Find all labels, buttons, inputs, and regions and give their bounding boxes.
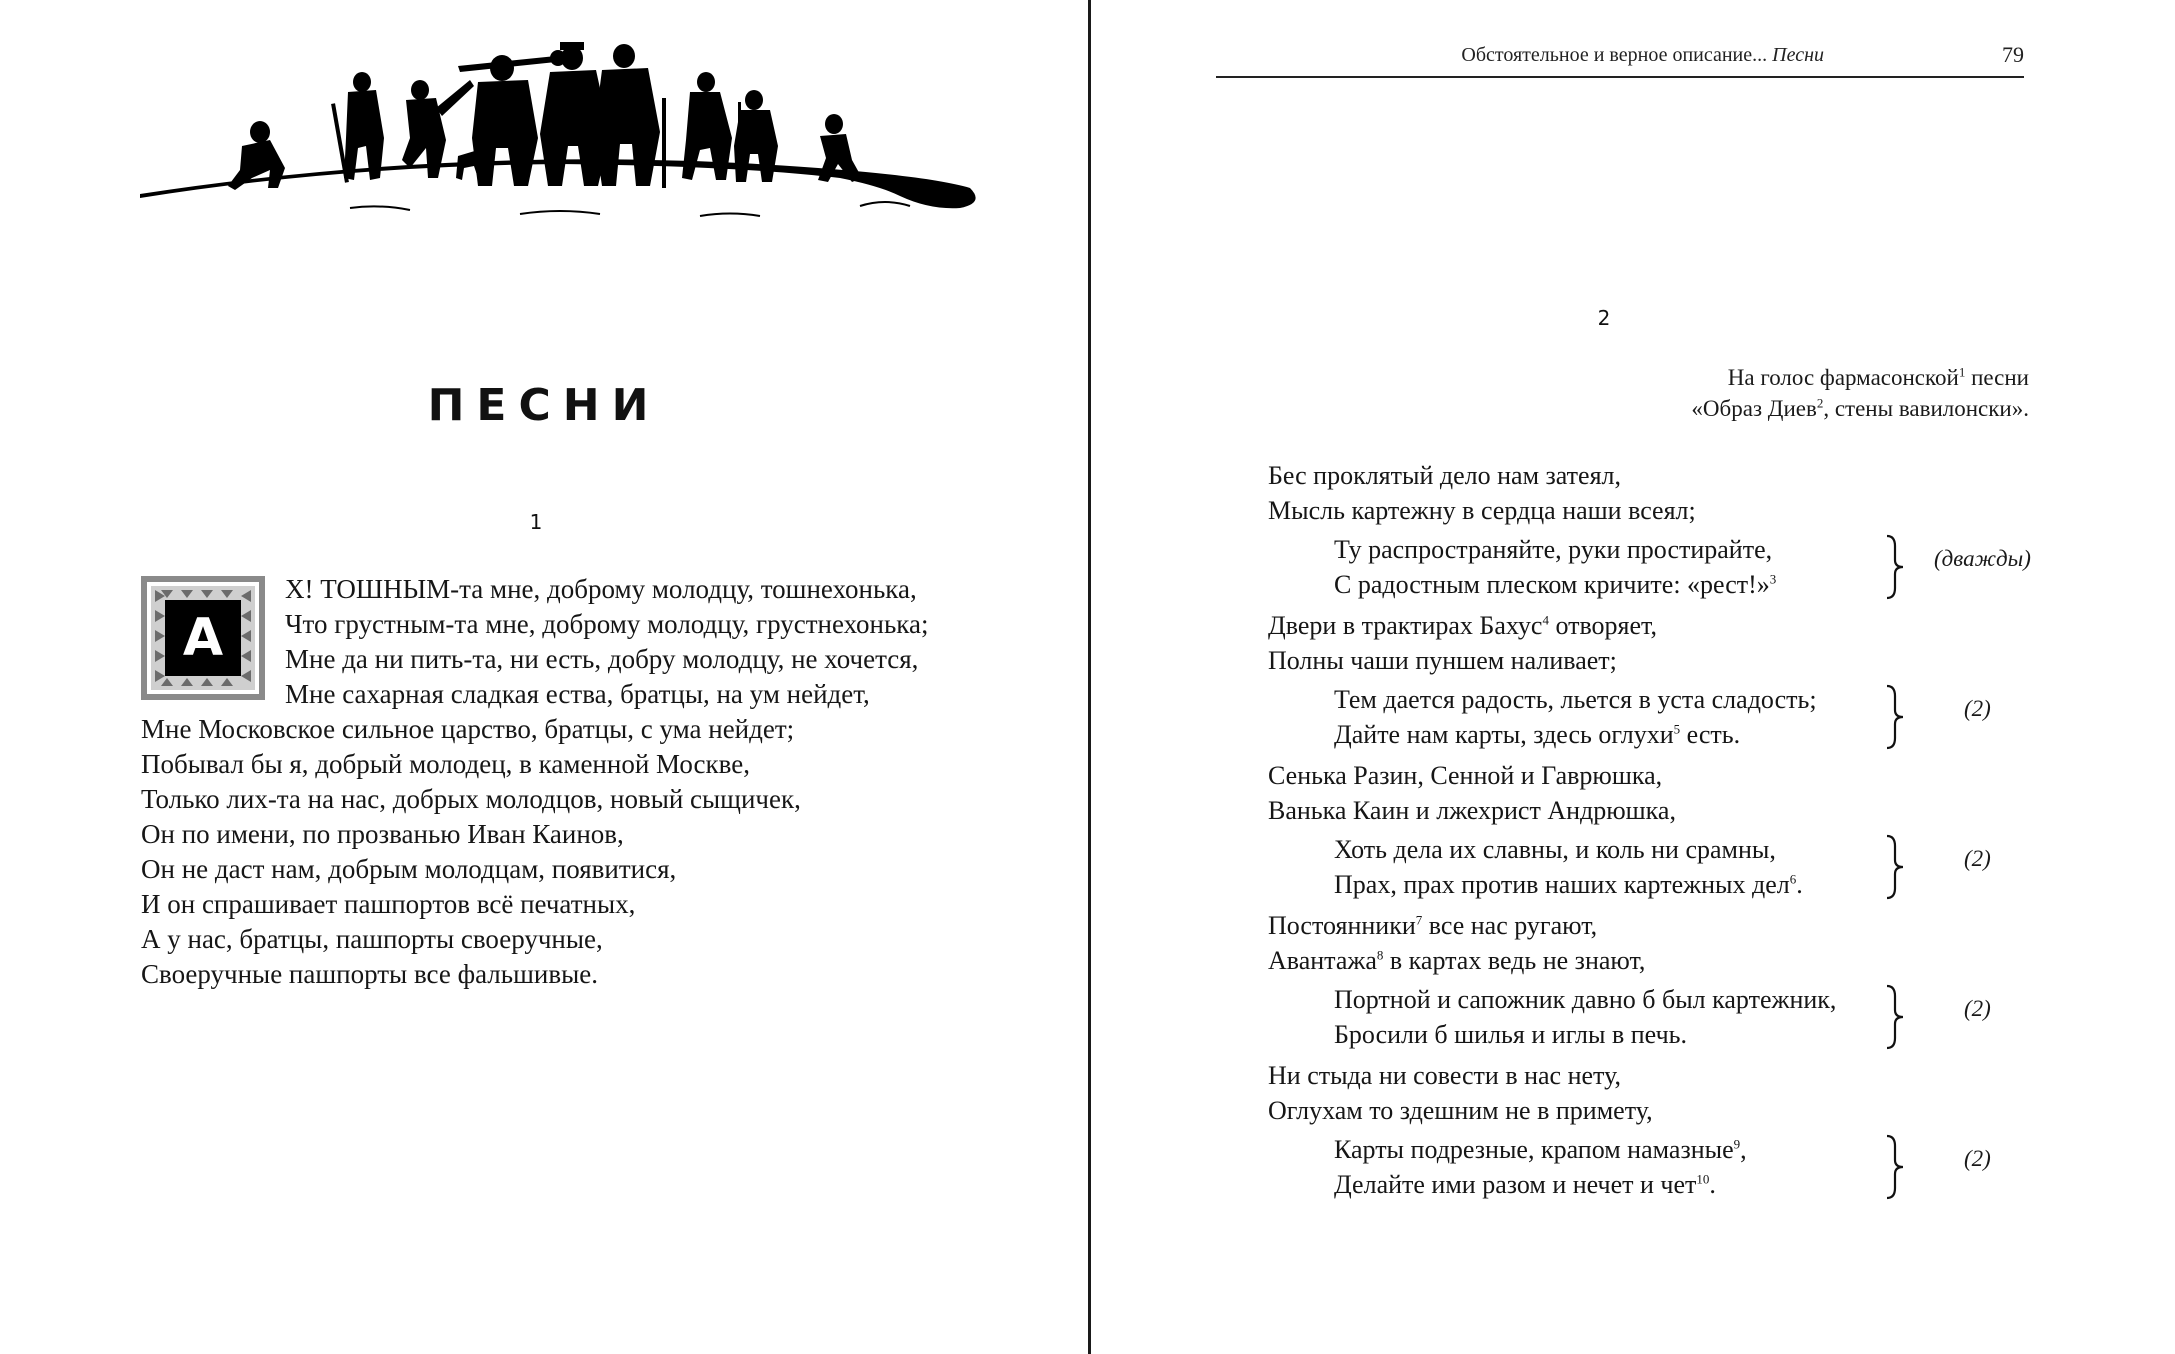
verse-line: Что грустным-та мне, доброму молодцу, грустнехонька;: [285, 609, 929, 639]
repeat-mark: (2): [1964, 696, 1991, 721]
footnote-ref: 1: [1958, 364, 1966, 380]
running-head: [1216, 42, 2024, 78]
verse-line: Тем дается радость, льется в уста сладость;: [1334, 685, 1817, 714]
verse-line: Мне да ни пить-та, ни есть, добру молодцу, не хочется,: [285, 644, 919, 674]
footnote-ref: 8: [1376, 947, 1384, 963]
verse-line: Х! ТОШНЫМ-та мне, доброму молодцу, тошнехонька,: [285, 574, 917, 604]
footnote-ref: 7: [1415, 912, 1423, 928]
verse-line: Портной и сапожник давно б был картежник,: [1334, 985, 1837, 1014]
repeat-mark: (2): [1964, 846, 1991, 871]
verse-line: Двери в трактирах Бахус$^4$ отворяет,: [1268, 611, 1657, 640]
verse-line: С радостным плеском кричите: «рест!»$^3$: [1334, 570, 1777, 599]
epigraph: На голос фармасонской$^1$ песни «Образ Диев$^2$, стены вавилонски».: [1691, 364, 2029, 421]
footnote-ref: 9: [1733, 1136, 1741, 1152]
silhouette-vignette-illustration: [140, 28, 980, 228]
verse-line: Бес проклятый дело нам затеял,: [1268, 461, 1622, 490]
verse-line: Побывал бы я, добрый молодец, в каменной Москве,: [141, 749, 750, 779]
footnote-ref: 6: [1789, 871, 1797, 887]
verse-line: Мысль картежну в сердца наши всеял;: [1268, 496, 1696, 525]
verse-line: Ванька Каин и лжехрист Андрюшка,: [1268, 796, 1676, 825]
drop-cap-ornament: [141, 576, 265, 700]
brace-icon: [1883, 684, 1907, 750]
verse-line: Оглухам то здешним не в примету,: [1268, 1096, 1653, 1125]
book-spine-divider: [1088, 0, 1091, 1354]
verse-line: Прах, прах против наших картежных дел$^6$.: [1334, 870, 1803, 899]
verse-line: Постоянники$^7$ все нас ругают,: [1268, 911, 1598, 940]
song1-lines: [141, 712, 801, 992]
footnote-ref: 4: [1542, 612, 1549, 628]
verse-line: Ни стыда ни совести в нас нету,: [1268, 1061, 1621, 1090]
brace-icon: [1883, 984, 1907, 1050]
verse-line: Ту распространяйте, руки простирайте,: [1334, 535, 1773, 564]
brace-icon: [1883, 1134, 1907, 1200]
verse-line: Авантажа$^8$ в картах ведь не знают,: [1268, 946, 1646, 975]
footnote-ref: 10: [1696, 1171, 1710, 1187]
verse-line: А у нас, братцы, пашпорты своеручные,: [141, 924, 603, 954]
running-head-text: Обстоятельное и верное описание... Песни: [1461, 44, 1824, 66]
repeat-mark: (2): [1964, 996, 1991, 1021]
repeat-mark: (2): [1964, 1146, 1991, 1171]
song-number: 1: [529, 510, 543, 534]
verse-line: Хоть дела их славны, и коль ни срамны,: [1334, 835, 1776, 864]
brace-icon: [1883, 534, 1907, 600]
drop-cap-letter: А: [182, 608, 224, 668]
verse-line: И он спрашивает пашпортов всё печатных,: [141, 889, 636, 919]
verse-line: Своеручные пашпорты все фальшивые.: [141, 959, 598, 989]
verse-line: Полны чаши пуншем наливает;: [1268, 646, 1617, 675]
verse-line: Карты подрезные, крапом намазные$^9$,: [1334, 1135, 1747, 1164]
verse-line: Бросили б шилья и иглы в печь.: [1334, 1020, 1688, 1049]
page-number: 79: [2002, 42, 2024, 67]
verse-line: Делайте ими разом и нечет и чет$^{10}$.: [1334, 1170, 1716, 1199]
verse-line: Только лих-та на нас, добрых молодцов, новый сыщичек,: [141, 784, 801, 814]
brace-icon: [1883, 834, 1907, 900]
footnote-ref: 5: [1673, 721, 1681, 737]
verse-line: Мне Московское сильное царство, братцы, с ума нейдет;: [141, 714, 795, 744]
footnote-ref: 2: [1816, 395, 1824, 411]
verse-line: Он не даст нам, добрым молодцам, появитися,: [141, 854, 677, 884]
verse-line: Мне сахарная сладкая ества, братцы, на ум нейдет,: [285, 679, 870, 709]
repeat-mark: (дважды): [1934, 546, 2031, 571]
footnote-ref: 3: [1769, 571, 1777, 587]
verse-line: Дайте нам карты, здесь оглухи$^5$ есть.: [1334, 720, 1741, 749]
verse-line: Он по имени, по прозванью Иван Каинов,: [141, 819, 624, 849]
song-number: 2: [1597, 306, 1611, 330]
song1-lines-beside-cap: [285, 572, 929, 712]
section-title: ПЕСНИ: [427, 380, 661, 431]
verse-line: Сенька Разин, Сенной и Гаврюшка,: [1268, 761, 1663, 790]
